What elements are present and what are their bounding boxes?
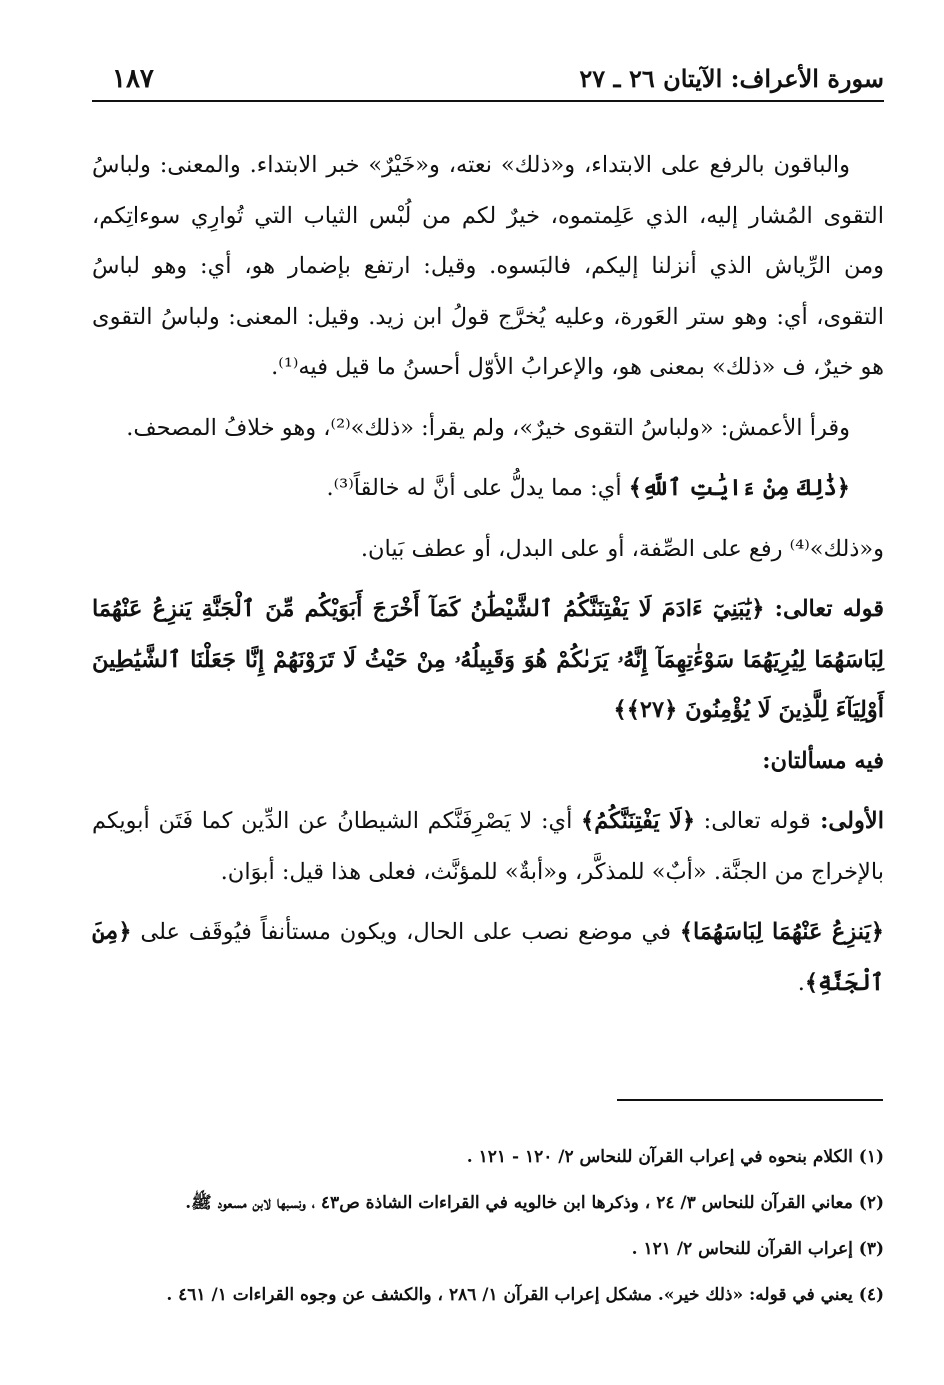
paragraph-1: والباقون بالرفع على الابتداء، و«ذلك» نعته، و«خَيْرٌ» خبر الابتداء. والمعنى: ولباسُ التقوى المُشار إليه، الذي عَلِمتموه، خيرٌ لكم من لُبْس الثياب التي تُوارِي سوءاتِكم، ومن الرِّياش الذي أنزلنا إليكم، فالبَسوه. وقيل: ارتفع بإضمار هو، أي: وهو لباسُ التقوى، أي: وهو ستر العَورة، وعليه يُخرَّج قولُ ابن زيد. وقيل: المعنى: ولباسُ التقوى هو خيرٌ، ف «ذلك» بمعنى هو، والإعرابُ الأوّل أحسنُ ما قيل فيه⁽¹⁾.: [92, 152, 884, 380]
first-issue-text: أي: لا يَصْرِفَنَّكم الشيطانُ عن الدِّين كما فَتَن أبويكم بالإخراج من الجنَّة. «أبٌ» للمذكَّر، و«أبةٌ» للمؤنَّث، فعلى هذا قيل: أبوَان.: [92, 808, 884, 885]
verse-label: قوله تعالى:: [764, 596, 884, 622]
first-issue-label: الأولى:: [810, 808, 884, 834]
last-paragraph: [92, 907, 884, 1008]
footnotes: [92, 1134, 884, 1318]
first-issue-intro: قوله تعالى:: [695, 808, 811, 834]
last-paragraph-text: في موضع نصب على الحال، ويكون مستأنفاً فيُوقَف على: [131, 919, 680, 945]
paragraph-3: [92, 463, 884, 514]
running-title: سورة الأعراف: الآيتان ٢٦ ـ ٢٧: [579, 64, 884, 93]
main-text: [92, 140, 884, 1008]
first-issue-quote: ﴿لَا يَفْتِنَنَّكُمُ﴾: [581, 808, 695, 834]
last-quote-2: ﴿مِنَ ٱلْجَنَّةِ﴾: [92, 919, 884, 996]
quran-quote: ﴿ذَٰلِكَ مِنْ ءَايَٰتِ ٱللَّهِ﴾: [628, 475, 850, 501]
footnote-4: (٤) يعني في قوله: «ذلك خير». مشكل إعراب القرآن ١/ ٢٨٦ ، والكشف عن وجوه القراءات ١/ ٤٦١ .: [166, 1285, 884, 1305]
first-issue: [92, 796, 884, 897]
last-paragraph-end: .: [797, 969, 805, 996]
last-quote-1: ﴿يَنزِعُ عَنْهُمَا لِبَاسَهُمَا﴾: [679, 919, 884, 945]
footnote-3: (٣) إعراب القرآن للنحاس ٢/ ١٢١ .: [631, 1239, 884, 1259]
paragraph-4: و«ذلك»⁽⁴⁾ رفع على الصِّفة، أو على البدل، أو عطف بَيان.: [360, 535, 884, 562]
verse-text: ﴿يَٰبَنِيٓ ءَادَمَ لَا يَفْتِنَنَّكُمُ ٱلشَّيْطَٰنُ كَمَآ أَخْرَجَ أَبَوَيْكُم مِّنَ ٱلْجَنَّةِ يَنزِعُ عَنْهُمَا لِبَاسَهُمَا لِيُرِيَهُمَا سَوْءَٰتِهِمَآ إِنَّهُۥ يَرَىٰكُمْ هُوَ وَقَبِيلُهُۥ مِنْ حَيْثُ لَا تَرَوْنَهُمْ إِنَّا جَعَلْنَا ٱلشَّيَٰطِينَ أَوْلِيَآءَ لِلَّذِينَ لَا يُؤْمِنُونَ ﴿٢٧﴾﴾: [92, 596, 884, 723]
page-header: [92, 56, 884, 102]
issues-heading: فيه مسألتان:: [762, 747, 884, 774]
footnote-divider: [617, 1099, 883, 1101]
paragraph-2: وقرأ الأعمش: «ولباسُ التقوى خيرٌ»، ولم يقرأ: «ذلك»⁽²⁾، وهو خلافُ المصحف.: [126, 414, 850, 441]
footnote-2: (٢) معاني القرآن للنحاس ٣/ ٢٤ ، وذكرها ابن خالويه في القراءات الشاذة ص٤٣ ، ونسبها لابن مسعود ﷺ.: [185, 1193, 884, 1213]
footnote-1: (١) الكلام بنحوه في إعراب القرآن للنحاس ٢/ ١٢٠ - ١٢١ .: [466, 1147, 884, 1167]
paragraph-3-text: أي: مما يدلُّ على أنَّ له خالقاً⁽³⁾.: [326, 475, 629, 501]
page-number: ١٨٧: [112, 64, 154, 94]
verse-block: [92, 584, 884, 736]
